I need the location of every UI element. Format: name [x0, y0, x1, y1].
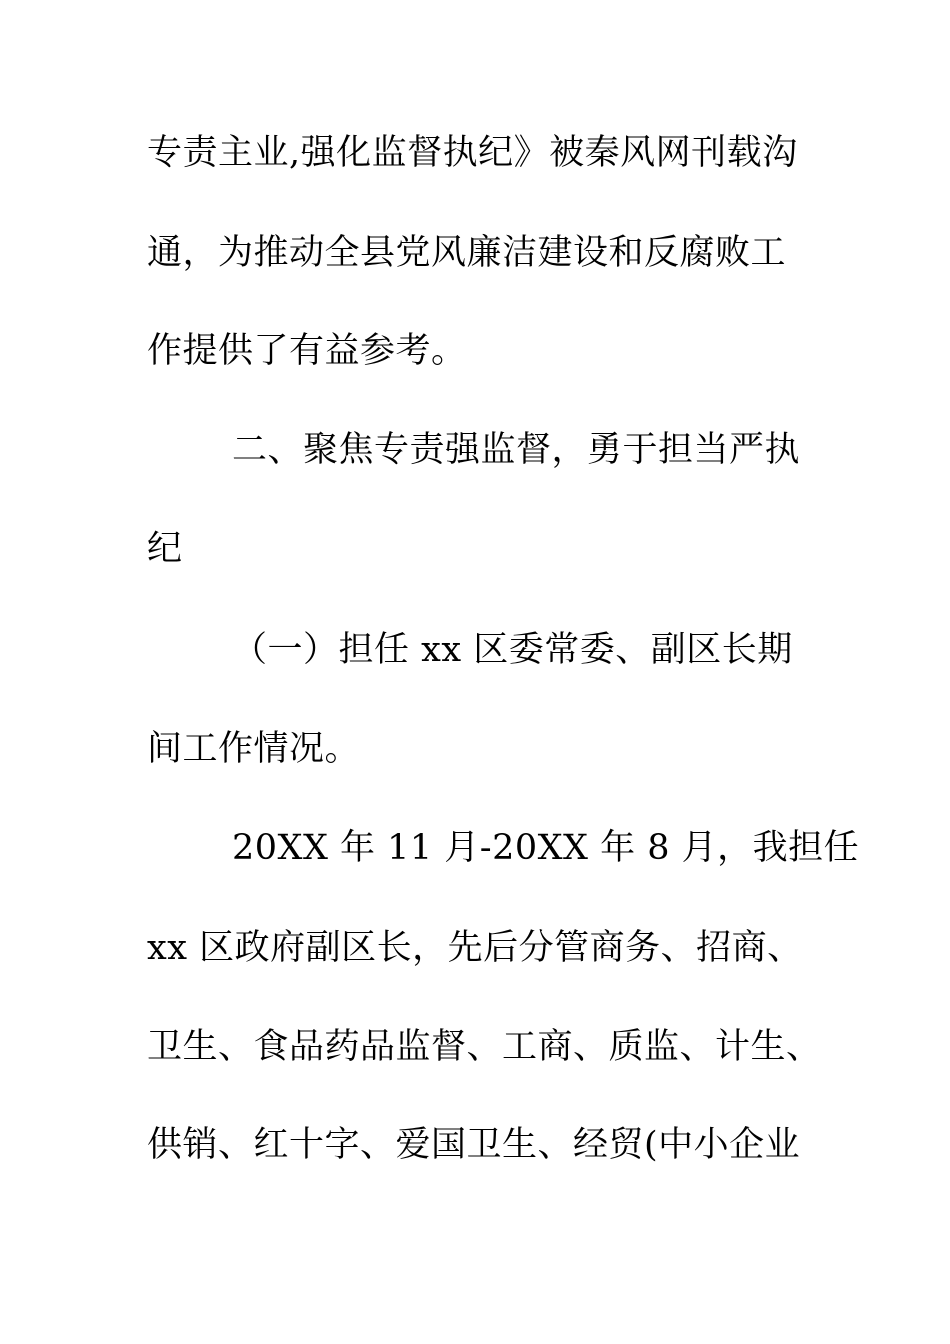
text-line-3: 作提供了有益参考。 — [147, 331, 467, 371]
text-line-8: 20XX 年 11 月-20XX 年 8 月，我担任 — [232, 828, 860, 868]
text-line-10: 卫生、食品药品监督、工商、质监、计生、 — [147, 1027, 822, 1067]
subsection-heading-line-1: （一）担任 xx 区委常委、副区长期 — [232, 630, 793, 670]
section-heading-line-1: 二、聚焦专责强监督，勇于担当严执 — [232, 430, 801, 470]
text-line-2: 通，为推动全县党风廉洁建设和反腐败工 — [147, 233, 787, 273]
text-line-11: 供销、红十字、爱国卫生、经贸(中小企业 — [147, 1125, 801, 1165]
text-line-1: 专责主业,强化监督执纪》被秦风网刊载沟 — [147, 133, 798, 173]
subsection-heading-line-2: 间工作情况。 — [147, 729, 361, 769]
text-line-9: xx 区政府副区长，先后分管商务、招商、 — [147, 928, 803, 968]
section-heading-line-2: 纪 — [147, 529, 183, 569]
